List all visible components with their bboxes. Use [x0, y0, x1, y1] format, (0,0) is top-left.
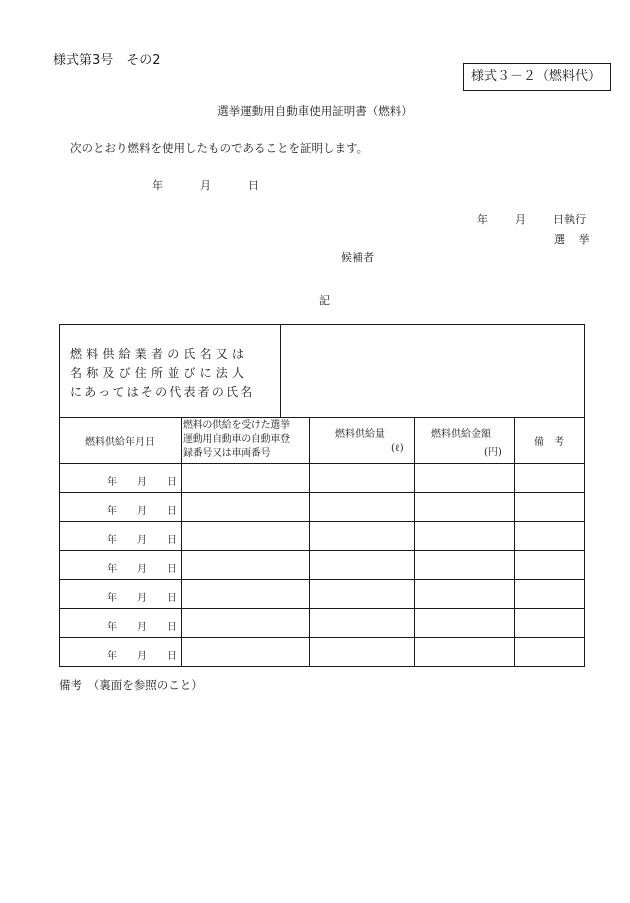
row-vehicle-cell[interactable] [182, 639, 309, 665]
row-amount-cell[interactable] [310, 581, 414, 607]
row-price-cell[interactable] [415, 523, 514, 549]
row-price-cell[interactable] [415, 581, 514, 607]
row-year-label: 年 [107, 477, 117, 488]
row-day-label: 日 [167, 535, 177, 546]
row-vehicle-cell[interactable] [182, 581, 309, 607]
row-year-label: 年 [107, 593, 117, 604]
row-price-cell[interactable] [415, 465, 514, 491]
row-year-label: 年 [107, 535, 117, 546]
row-amount-cell[interactable] [310, 523, 414, 549]
header-supply-date: 燃料供給年月日 [85, 437, 155, 448]
row-vehicle-cell[interactable] [182, 465, 309, 491]
row-price-cell[interactable] [415, 610, 514, 636]
header-vehicle-line: 運動用自動車の自動車登 [183, 434, 290, 445]
row-price-cell[interactable] [415, 552, 514, 578]
row-vehicle-cell[interactable] [182, 494, 309, 520]
document-title: 選挙運動用自動車使用証明書（燃料） [217, 104, 413, 118]
header-fuel-price: 燃料供給金額 [431, 429, 491, 440]
row-price-cell[interactable] [415, 494, 514, 520]
row-month-label: 月 [137, 506, 147, 517]
header-fuel-amount-unit: (ℓ) [391, 443, 404, 454]
supplier-value-field[interactable] [282, 326, 583, 416]
table-row [59, 580, 584, 608]
row-month-label: 月 [137, 535, 147, 546]
form-number: 様式第3号 その2 [53, 53, 161, 68]
header-vehicle-line: 燃料の供給を受けた選挙 [183, 420, 290, 431]
row-year-label: 年 [107, 564, 117, 575]
date-day-label: 日 [248, 179, 259, 192]
supplier-label-line: 燃料供給業者の氏名又は [70, 347, 249, 361]
row-price-cell[interactable] [415, 639, 514, 665]
row-note-cell[interactable] [515, 494, 584, 520]
row-amount-cell[interactable] [310, 494, 414, 520]
election-year-label: 年 [477, 213, 488, 226]
row-vehicle-cell[interactable] [182, 552, 309, 578]
table-row [59, 638, 584, 666]
row-vehicle-cell[interactable] [182, 523, 309, 549]
row-month-label: 月 [137, 593, 147, 604]
supplier-label-line: にあってはその代表者の氏名 [70, 385, 255, 399]
row-note-cell[interactable] [515, 523, 584, 549]
row-month-label: 月 [137, 622, 147, 633]
header-fuel-price-unit: (円) [484, 447, 502, 458]
row-year-label: 年 [107, 651, 117, 662]
row-note-cell[interactable] [515, 465, 584, 491]
row-day-label: 日 [167, 506, 177, 517]
row-month-label: 月 [137, 477, 147, 488]
form-type-badge: 様式３－２（燃料代） [463, 63, 611, 91]
candidate-label: 候補者 [341, 251, 374, 264]
table-row [59, 609, 584, 637]
table-row [59, 522, 584, 550]
header-vehicle-line: 録番号又は車両番号 [183, 448, 271, 459]
row-note-cell[interactable] [515, 552, 584, 578]
row-note-cell[interactable] [515, 639, 584, 665]
header-note: 備 考 [534, 437, 564, 448]
header-vehicle-number [183, 419, 290, 461]
supplier-label-line: 名称及び住所並びに法人 [70, 366, 249, 380]
election-label: 選 挙 [554, 233, 595, 246]
supplier-label [70, 345, 282, 402]
row-year-label: 年 [107, 622, 117, 633]
row-amount-cell[interactable] [310, 610, 414, 636]
row-day-label: 日 [167, 564, 177, 575]
row-day-label: 日 [167, 477, 177, 488]
row-vehicle-cell[interactable] [182, 610, 309, 636]
table-row [59, 493, 584, 521]
election-day-label: 日執行 [553, 213, 586, 226]
row-note-cell[interactable] [515, 581, 584, 607]
certification-statement: 次のとおり燃料を使用したものであることを証明します。 [70, 141, 369, 155]
row-day-label: 日 [167, 593, 177, 604]
ki-label: 記 [319, 294, 330, 307]
header-fuel-amount: 燃料供給量 [335, 429, 385, 440]
row-month-label: 月 [137, 651, 147, 662]
row-amount-cell[interactable] [310, 552, 414, 578]
row-amount-cell[interactable] [310, 465, 414, 491]
date-month-label: 月 [200, 179, 211, 192]
remarks-note: 備考 （裏面を参照のこと） [59, 678, 203, 692]
row-note-cell[interactable] [515, 610, 584, 636]
table-row [59, 464, 584, 492]
election-month-label: 月 [515, 213, 526, 226]
row-amount-cell[interactable] [310, 639, 414, 665]
table-row [59, 551, 584, 579]
row-year-label: 年 [107, 506, 117, 517]
row-month-label: 月 [137, 564, 147, 575]
date-year-label: 年 [152, 179, 163, 192]
row-day-label: 日 [167, 651, 177, 662]
row-day-label: 日 [167, 622, 177, 633]
